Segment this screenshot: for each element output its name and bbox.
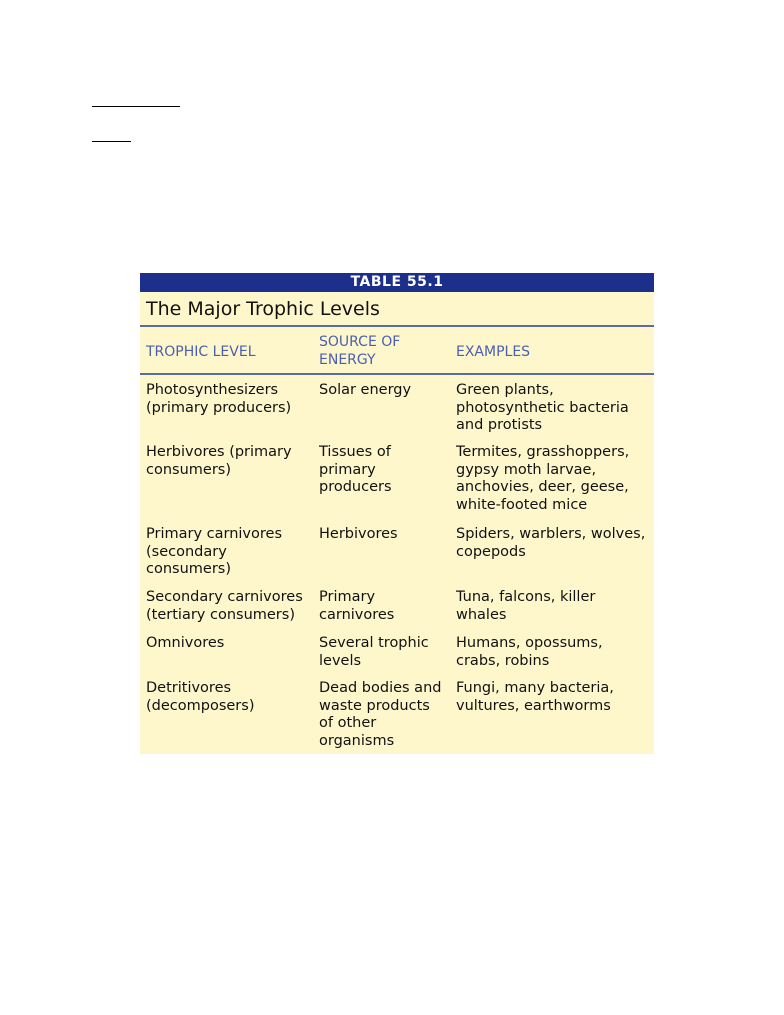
energy-source-cell — [319, 589, 449, 624]
cell-text-line: Several trophic — [319, 635, 429, 651]
cell-text-line: (tertiary consumers) — [146, 606, 295, 623]
cell-text-line: carnivores — [319, 606, 395, 623]
cell-text-line: Primary — [319, 589, 376, 605]
header-trophic-level: TROPHIC LEVEL — [146, 344, 256, 360]
cell-text-line: Green plants, — [456, 382, 554, 398]
cell-text-line: whales — [456, 606, 507, 623]
cell-text-line: white-footed mice — [456, 497, 588, 514]
cell-text-line: (primary producers) — [146, 399, 292, 416]
trophic-level-cell — [146, 444, 314, 479]
cell-text-line: Secondary carnivores — [146, 589, 303, 605]
cell-text-line: (decomposers) — [146, 697, 255, 714]
cell-text-line: Fungi, many bacteria, — [456, 680, 614, 696]
cell-text-line: and protists — [456, 417, 543, 434]
table-number-banner: TABLE 55.1 — [140, 273, 654, 292]
cell-text-line: gypsy moth larvae, — [456, 461, 597, 478]
energy-source-cell — [319, 526, 449, 544]
cell-text-line: vultures, earthworms — [456, 697, 611, 714]
header-source-of-energy-line2: ENERGY — [319, 352, 376, 368]
examples-cell — [456, 444, 652, 515]
cell-text-line: Tuna, falcons, killer — [456, 589, 596, 605]
cell-text-line: Termites, grasshoppers, — [456, 444, 630, 460]
trophic-level-cell — [146, 680, 314, 715]
cell-text-line: photosynthetic bacteria — [456, 399, 629, 416]
cell-text-line: Photosynthesizers — [146, 382, 279, 398]
cell-text-line: organisms — [319, 733, 395, 750]
column-header-row — [140, 327, 654, 375]
energy-source-cell — [319, 680, 449, 751]
energy-source-cell — [319, 382, 449, 400]
cell-text-line: Primary carnivores — [146, 526, 282, 542]
cell-text-line: levels — [319, 652, 362, 669]
header-examples: EXAMPLES — [456, 344, 531, 360]
trophic-level-cell — [146, 589, 314, 624]
cell-text-line: producers — [319, 479, 392, 496]
cell-text-line: Humans, opossums, — [456, 635, 603, 651]
cell-text-line: Solar energy — [319, 382, 412, 398]
examples-cell — [456, 382, 652, 435]
cell-text-line: crabs, robins — [456, 652, 550, 669]
cell-text-line: primary — [319, 461, 376, 478]
examples-cell — [456, 589, 652, 624]
cell-text-line: consumers) — [146, 561, 231, 578]
examples-cell — [456, 526, 652, 561]
blank-underline-1 — [92, 106, 180, 107]
cell-text-line: Spiders, warblers, wolves, — [456, 526, 646, 542]
cell-text-line: Dead bodies and — [319, 680, 442, 696]
trophic-levels-table — [140, 273, 654, 754]
blank-underline-2 — [92, 141, 131, 142]
cell-text-line: Herbivores — [319, 526, 398, 542]
cell-text-line: waste products — [319, 697, 430, 714]
cell-text-line: consumers) — [146, 461, 231, 478]
cell-text-line: copepods — [456, 543, 526, 560]
header-source-of-energy-line1: SOURCE OF — [319, 334, 401, 350]
examples-cell — [456, 680, 652, 715]
cell-text-line: of other — [319, 715, 377, 732]
trophic-level-cell — [146, 526, 314, 579]
cell-text-line: Herbivores (primary — [146, 444, 292, 460]
cell-text-line: Omnivores — [146, 635, 225, 651]
cell-text-line: anchovies, deer, geese, — [456, 479, 629, 496]
table-title: The Major Trophic Levels — [140, 292, 654, 327]
trophic-level-cell — [146, 382, 314, 417]
cell-text-line: Detritivores — [146, 680, 232, 696]
trophic-level-cell — [146, 635, 314, 653]
examples-cell — [456, 635, 652, 670]
energy-source-cell — [319, 635, 449, 670]
energy-source-cell — [319, 444, 449, 497]
cell-text-line: (secondary — [146, 543, 227, 560]
cell-text-line: Tissues of — [319, 444, 391, 460]
